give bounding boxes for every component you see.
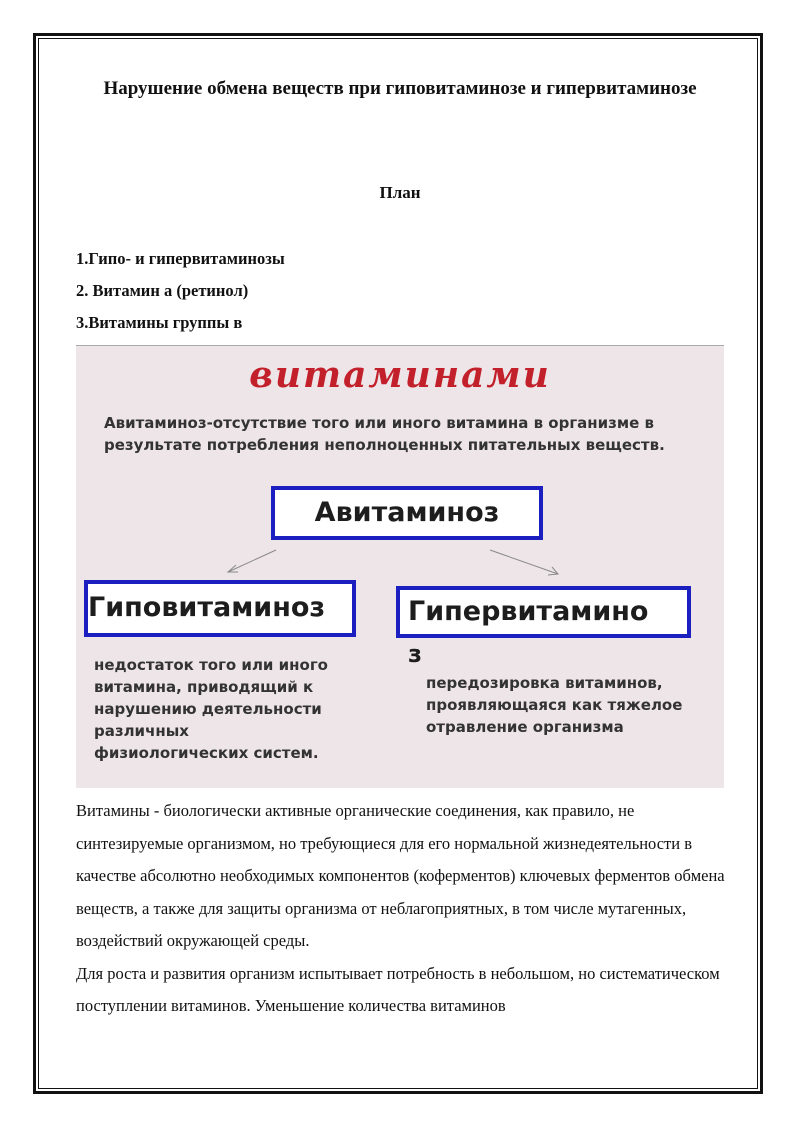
plan-item: 3.Витамины группы в xyxy=(76,313,243,332)
hypovitaminosis-box: Гиповитаминоз xyxy=(84,580,356,637)
hypervitaminosis-box: Гипервитамино xyxy=(396,586,691,638)
paragraph: Для роста и развития организм испытывает потребность в небольшом, но систематическом поступлении витаминов. Уменьшение количества витаминов xyxy=(76,963,720,1015)
hypovitaminosis-description: недостаток того или иного витамина, приводящий к нарушению деятельности различных физиологических систем. xyxy=(94,656,328,762)
plan-heading: План xyxy=(379,183,421,202)
avitaminosis-box: Авитаминоз xyxy=(271,486,543,540)
hypervitaminosis-label-tail: з xyxy=(408,640,422,668)
document-title: Нарушение обмена веществ при гиповитаминозе и гипервитаминозе xyxy=(103,78,697,99)
arrow-to-hypo xyxy=(228,550,276,572)
avitaminosis-definition: Авитаминоз-отсутствие того или иного витамина в организме в результате потребления неполноценных питательных веществ. xyxy=(104,414,665,454)
hypervitaminosis-description: передозировка витаминов, проявляющаяся как тяжелое отравление организма xyxy=(426,674,683,736)
diagram-header: витаминами xyxy=(249,354,551,396)
plan-list xyxy=(76,246,285,342)
paragraph: Витамины - биологически активные органические соединения, как правило, не синтезируемые организмом, но требующиеся для его нормальной жизнедеятельности в качестве абсолютно необходимых компонентов (коферментов) ключевых ферментов обмена веществ, а также для защиты организма от неблагоприятных, в том числе мутагенных, воздействий окружающей среды. xyxy=(76,801,725,950)
plan-item: 1.Гипо- и гипервитаминозы xyxy=(76,249,285,268)
plan-item: 2. Витамин а (ретинол) xyxy=(76,281,249,300)
body-text xyxy=(76,795,726,1023)
avitaminosis-diagram xyxy=(76,345,724,788)
arrow-to-hyper xyxy=(490,550,558,574)
